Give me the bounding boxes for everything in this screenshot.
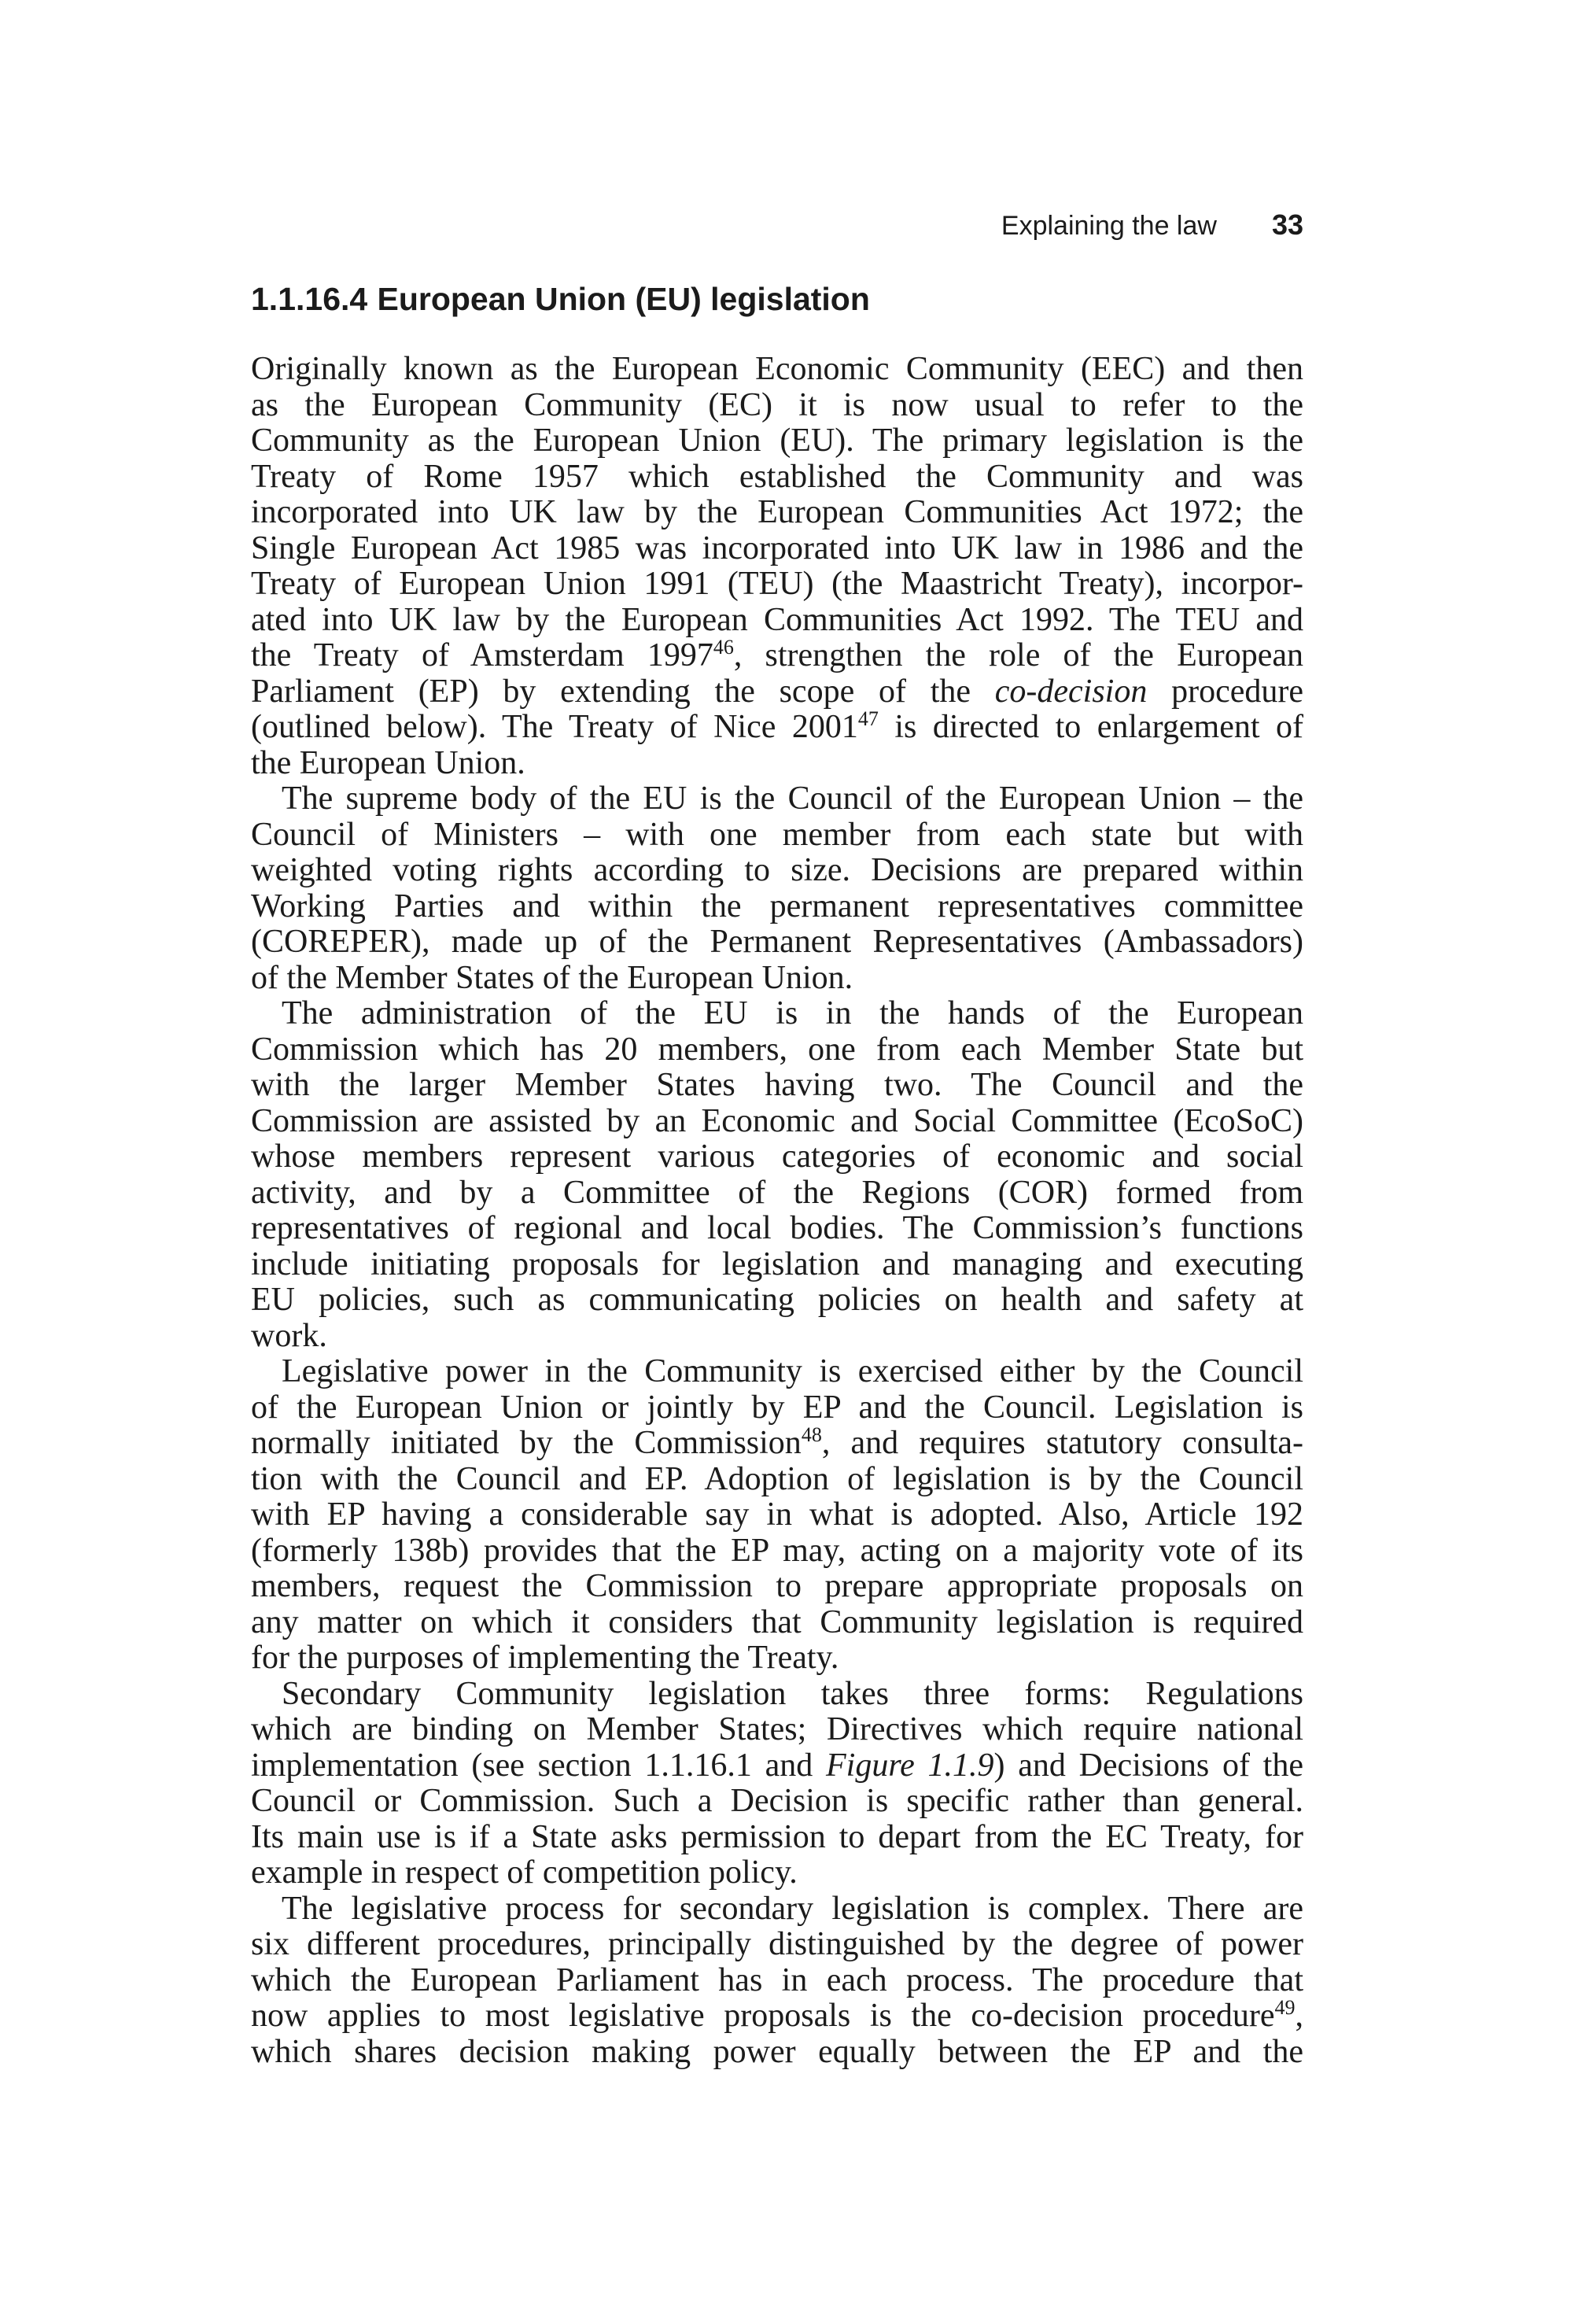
body-line: Commission are assisted by an Economic and Social Committee (EcoSoC)	[251, 1102, 1303, 1139]
paragraph-5	[251, 1677, 1303, 1891]
text-run: the Treaty of Amsterdam 1997	[251, 637, 713, 673]
paragraph-4	[251, 1354, 1303, 1677]
body-line: incorporated into UK law by the European Communities Act 1972; the	[251, 494, 1303, 530]
footnote-reference: 47	[857, 707, 879, 730]
text-run: , strengthen the role of the European	[733, 637, 1303, 673]
body-line: Working Parties and within the permanent representatives committee	[251, 887, 1303, 924]
text-run: implementation (see section 1.1.16.1 and	[251, 1747, 826, 1784]
body-line: Originally known as the European Economic Community (EEC) and then	[251, 351, 1303, 387]
body-line	[251, 707, 1303, 746]
body-line: example in respect of competition policy.	[251, 1854, 798, 1891]
body-line: tion with the Council and EP. Adoption of legislation is by the Council	[251, 1460, 1303, 1497]
body-line: which are binding on Member States; Directives which require national	[251, 1711, 1303, 1747]
body-line: work.	[251, 1317, 327, 1354]
body-line: activity, and by a Committee of the Regions (COR) formed from	[251, 1174, 1303, 1211]
text-run: now applies to most legislative proposals is the co-decision procedure	[251, 1998, 1275, 2034]
footnote-reference: 48	[801, 1423, 822, 1446]
body-line: Council of Ministers – with one member from each state but with	[251, 816, 1303, 853]
text-run: is directed to enlargement of	[878, 709, 1303, 745]
body-line: The legislative process for secondary legislation is complex. There are	[282, 1890, 1303, 1927]
body-line	[251, 674, 1303, 710]
body-line: which shares decision making power equally between the EP and the	[251, 2033, 1303, 2070]
text-run: Parliament (EP) by extending the scope of the	[251, 673, 995, 710]
body-line: include initiating proposals for legislation and managing and executing	[251, 1245, 1303, 1282]
body-line: Treaty of Rome 1957 which established the Community and was	[251, 458, 1303, 495]
text-run: ,	[1295, 1998, 1303, 2034]
page-number: 33	[1271, 208, 1303, 241]
body-line: as the European Community (EC) it is now usual to refer to the	[251, 386, 1303, 423]
body-line: members, request the Commission to prepare appropriate proposals on	[251, 1568, 1303, 1604]
section-number: 1.1.16.4	[251, 281, 368, 317]
section-heading	[251, 282, 870, 316]
text-run: normally initiated by the Commission	[251, 1425, 802, 1461]
body-line: Legislative power in the Community is exercised either by the Council	[282, 1353, 1303, 1389]
body-line: six different procedures, principally distinguished by the degree of power	[251, 1926, 1303, 1962]
section-title: European Union (EU) legislation	[377, 281, 870, 317]
body-line: Council or Commission. Such a Decision is specific rather than general.	[251, 1783, 1303, 1819]
body-line: weighted voting rights according to size. Decisions are prepared within	[251, 852, 1303, 888]
body-line: Community as the European Union (EU). The primary legislation is the	[251, 423, 1303, 459]
body-line	[251, 1748, 1303, 1784]
footnote-reference: 49	[1274, 1996, 1296, 2019]
body-line: Secondary Community legislation takes three forms: Regulations	[282, 1675, 1303, 1712]
body-line: Single European Act 1985 was incorporated into UK law in 1986 and the	[251, 530, 1303, 566]
text-run: procedure	[1147, 673, 1303, 710]
body-line: for the purposes of implementing the Treaty.	[251, 1640, 839, 1676]
body-line: The administration of the EU is in the hands of the European	[282, 995, 1303, 1031]
body-line	[251, 1998, 1303, 2035]
paragraph-1	[251, 352, 1303, 781]
body-line: Treaty of European Union 1991 (TEU) (the Maastricht Treaty), incorpor-	[251, 566, 1303, 602]
body-line: which the European Parliament has in each process. The procedure that	[251, 1961, 1303, 1998]
body-line: any matter on which it considers that Community legislation is required	[251, 1603, 1303, 1640]
page-header	[251, 208, 1303, 242]
paragraph-2	[251, 781, 1303, 996]
text-run: ) and Decisions of the	[993, 1747, 1303, 1784]
body-line: (formerly 138b) provides that the EP may, acting on a majority vote of its	[251, 1532, 1303, 1569]
text-run: , and requires statutory consulta-	[821, 1425, 1304, 1461]
body-line: of the European Union or jointly by EP and the Council. Legislation is	[251, 1389, 1303, 1426]
body-line: the European Union.	[251, 744, 525, 781]
body-line: with EP having a considerable say in what is adopted. Also, Article 192	[251, 1496, 1303, 1533]
footnote-reference: 46	[713, 636, 734, 659]
body-line: ated into UK law by the European Communities Act 1992. The TEU and	[251, 601, 1303, 638]
body-line: The supreme body of the EU is the Council of the European Union – the	[282, 780, 1303, 817]
body-line: of the Member States of the European Union.	[251, 959, 853, 996]
body-text	[251, 352, 1303, 2070]
running-title: Explaining the law	[1001, 211, 1217, 241]
paragraph-6	[251, 1891, 1303, 2071]
body-line: representatives of regional and local bodies. The Commission’s functions	[251, 1210, 1303, 1246]
text-run: (outlined below). The Treaty of Nice 2001	[251, 709, 858, 745]
body-line: (COREPER), made up of the Permanent Representatives (Ambassadors)	[251, 924, 1303, 960]
italic-figure-reference: Figure 1.1.9	[826, 1747, 994, 1784]
body-line: with the larger Member States having two. The Council and the	[251, 1067, 1303, 1103]
body-line	[251, 1423, 1304, 1462]
body-line	[251, 638, 1303, 674]
body-line: Its main use is if a State asks permission to depart from the EC Treaty, for	[251, 1818, 1303, 1855]
italic-term: co-decision	[994, 673, 1148, 710]
body-line: Commission which has 20 members, one from each Member State but	[251, 1031, 1303, 1068]
paragraph-3	[251, 996, 1303, 1354]
body-line: EU policies, such as communicating policies on health and safety at	[251, 1282, 1303, 1318]
body-line: whose members represent various categories of economic and social	[251, 1138, 1303, 1175]
